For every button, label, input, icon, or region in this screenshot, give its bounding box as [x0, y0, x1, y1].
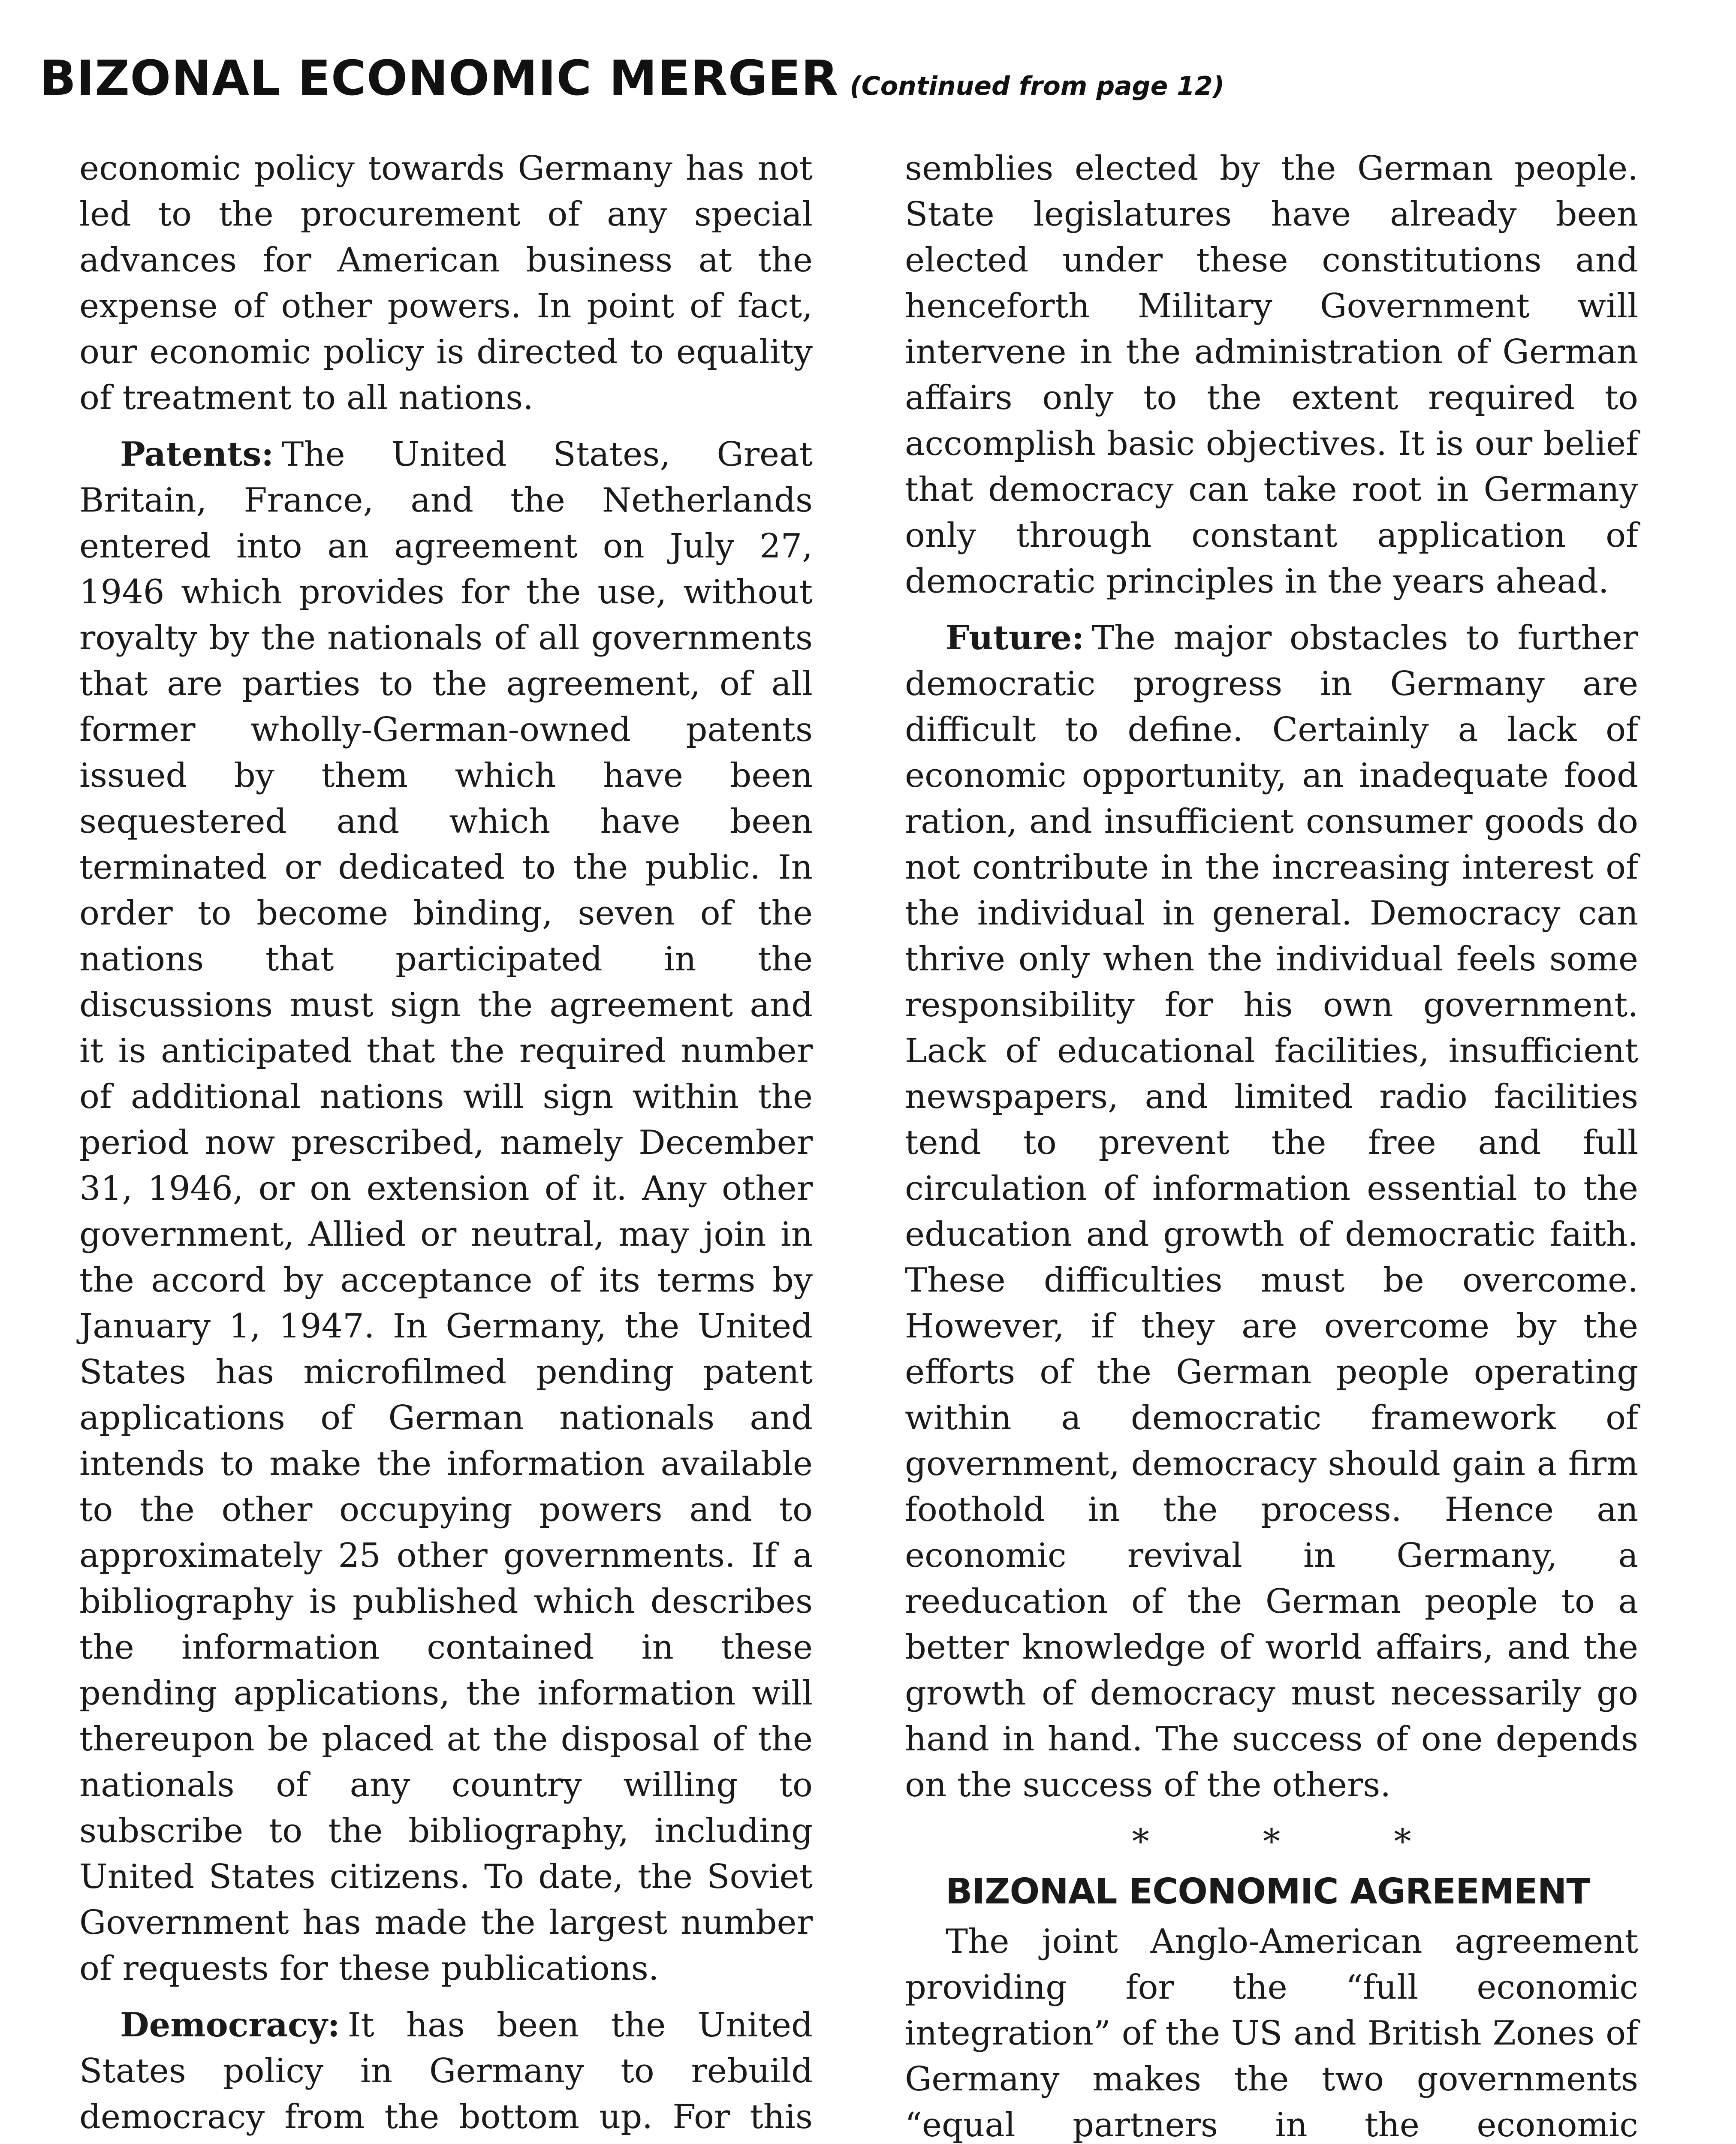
section-separator: * * * [1132, 1822, 1463, 1861]
text-patents: The United States, Great Britain, France, and the Netherlands entered into an agreement on July 27, 1946 which provides for the use, without royalty by the nationals of all governments that are parties to the agreement, of all former wholly-German-owned patents issued by them which have been sequestered and which have been terminated or dedicated to the public. In order to become binding, seven of the nations that participated in the discussions must sign the agreement and it is anticipated that the required number of additional nations will sign within the period now prescribed, namely December 31, 1946, or on extension of it. Any other government, Allied or neutral, may join in the accord by acceptance of its terms by January 1, 1947. In Germany, the United States has microfilmed pending patent applications of German nationals and intends to make the information available to the other occupying powers and to approximately 25 other governments. If a bibliography is published which describes the information contained in these pending applications, the information will thereupon be placed at the disposal of the nationals of any country willing to subscribe to the bibliography, including United States citizens. To date, the Soviet Government has made the largest number of requests for these publications. [79, 435, 813, 1988]
left-column [79, 146, 813, 2144]
lead-future: Future: [946, 618, 1084, 657]
paragraph-agreement-1: The joint Anglo-American agreement providing for the “full economic integration” of the US and British Zones of Germany makes the two governments “equal partners in the economic [905, 1922, 1638, 2144]
paragraph-policy: economic policy towards Germany has not led to the procurement of any special advances for American business at the expense of other powers. In point of fact, our economic policy is directed to equality of treatment to all nations. [79, 149, 813, 417]
paragraph-future [905, 615, 1638, 1808]
lead-democracy: Democracy: [120, 2005, 340, 2045]
page-header [39, 51, 1695, 106]
article-title: BIZONAL ECONOMIC MERGER [39, 51, 839, 106]
continued-note: (Continued from page 12) [850, 71, 1225, 101]
text-democracy: It has been the United States policy in Germany to rebuild democracy from the bottom up. For this [79, 2006, 813, 2136]
text-future: The major obstacles to further democratic progress in Germany are difficult to define. Certainly a lack of economic opportunity, an inadequate food ration, and insufficient consumer goods do not contribute in the increasing interest of the individual in general. Democracy can thrive only when the individual feels some responsibility for his own government. Lack of educational facilities, insufficient newspapers, and limited radio facilities tend to prevent the free and full circulation of information essential to the education and growth of democratic faith. These difficulties must be overcome. However, if they are overcome by the efforts of the German people operating within a democratic framework of government, democracy should gain a firm foothold in the process. Hence an economic revival in Germany, a reeducation of the German people to a better knowledge of world affairs, and the growth of democracy must necessarily go hand in hand. The success of one depends on the success of the others. [905, 619, 1638, 1804]
paragraph-assemblies: semblies elected by the German people. State legislatures have already been elected under these constitutions and henceforth Military Government will intervene in the administration of German affairs only to the extent required to accomplish basic objectives. It is our belief that democracy can take root in Germany only through constant application of democratic principles in the years ahead. [905, 149, 1638, 601]
paragraph-patents [79, 431, 813, 1992]
lead-patents: Patents: [120, 435, 274, 474]
section-title: BIZONAL ECONOMIC AGREEMENT [946, 1871, 1590, 1912]
right-column [905, 146, 1638, 2144]
paragraph-democracy [79, 2002, 813, 2144]
